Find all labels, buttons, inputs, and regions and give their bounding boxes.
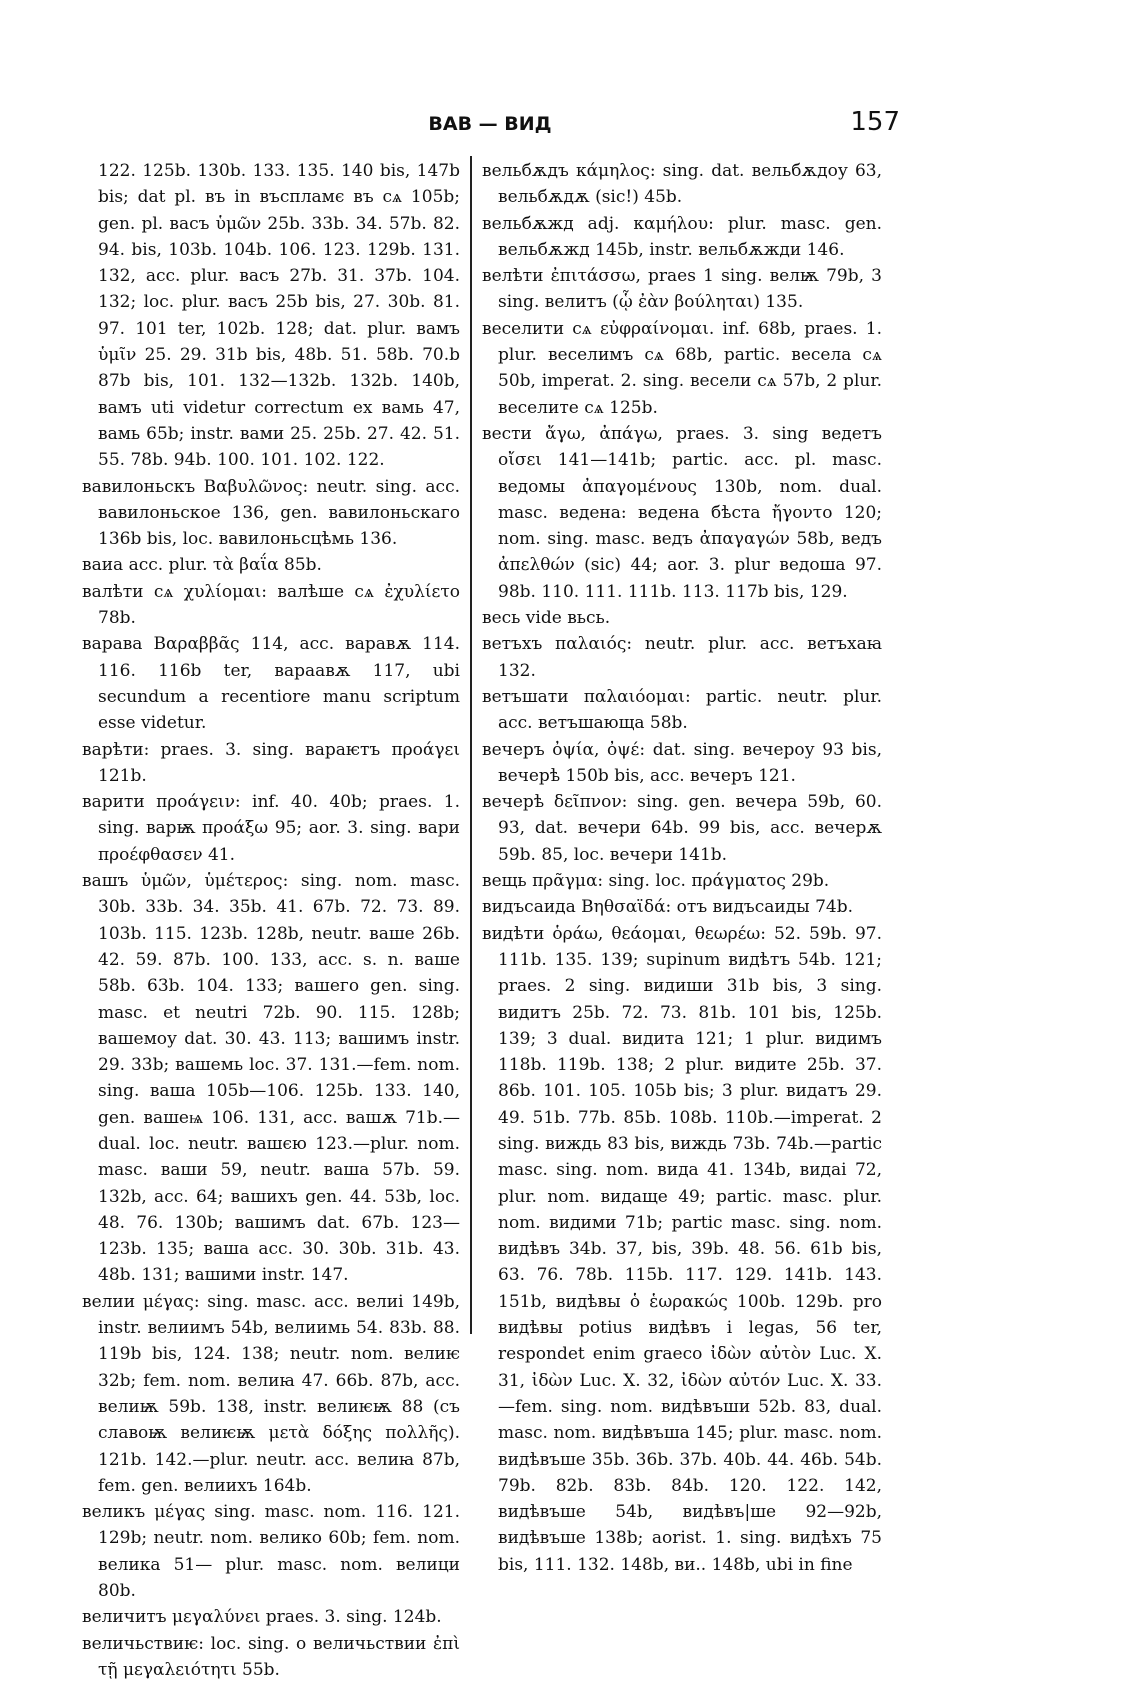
page-number: 157 [850, 107, 900, 137]
dictionary-entry: вечеръ ὀψία, ὀψέ: dat. sing. вечероу 93 bis, вечерѣ 150b bis, acc. вечеръ 121. [482, 739, 882, 786]
dictionary-entry: видѣти ὁράω, θεάομαι, θεωρέω: 52. 59b. 97. 111b. 135. 139; supinum видѣтъ 54b. 121; praes. 2 sing. видиши 31b bis, 3 sing. видитъ 25b. 72. 73. 81b. 101 bis, 125b. 139; 3 dual. видита 121; 1 plur. видимъ 118b. 119b. 138; 2 plur. видите 25b. 37. 86b. 101. 105. 105b bis; 3 plur. видатъ 29. 49. 51b. 77b. 85b. 108b. 110b.—imperat. 2 sing. виждь 83 bis, виждь 73b. 74b.—partic masc. sing. nom. вида 41. 134b, видаі 72, plur. nom. видаще 49; partic. masc. plur. nom. видими 71b; partic masc. sing. nom. видѣвъ 34b. 37, bis, 39b. 48. 56. 61b bis, 63. 76. 78b. 115b. 117. 129. 141b. 143. 151b, видѣвы ὁ ἑωρακώς 100b. 129b. pro видѣвы potius видѣвъ і legas, 56 ter, respondet enim graeco ἰδὼν αὐτὸν Luc. X. 31, ἰδὼν Luc. X. 32, ἰδὼν αὐτόν Luc. X. 33.—fem. sing. nom. видѣвъши 52b. 83, dual. masc. nom. видѣвъша 145; plur. masc. nom. видѣвъше 35b. 36b. 37b. 40b. 44. 46b. 54b. 79b. 82b. 83b. 84b. 120. 122. 142, видѣвъше 54b, видѣвъ|ше 92—92b, видѣвъше 138b; aorist. 1. sing. видѣхъ 75 bis, 111. 132. 148b, ви.. 148b, ubi in fine [482, 923, 882, 1575]
dictionary-entry: великъ μέγας sing. masc. nom. 116. 121. 129b; neutr. nom. велико 60b; fem. nom. велика 51— plur. masc. nom. велици 80b. [82, 1502, 460, 1602]
dictionary-entry: валѣти сѧ χυλίομαι: валѣше сѧ ἐχυλίετο 78b. [82, 581, 460, 629]
dictionary-entry: величитъ μεγαλύνει praes. 3. sing. 124b. [82, 1607, 442, 1628]
dictionary-entry: велѣти ἐπιτάσσω, praes 1 sing. велѭ 79b, 3 sing. велитъ (ᾧ ἐὰν βούληται) 135. [482, 266, 882, 313]
dictionary-entry: ветъшати παλαιόομαι: partic. neutr. plur. acc. ветъшающа 58b. [482, 686, 882, 734]
dictionary-entry: варити προάγειν: inf. 40. 40b; praes. 1. sing. варѭ προάξω 95; aor. 3. sing. вари προέφθασεν 41. [82, 792, 460, 865]
dictionary-entry: варава Βαραββᾶς 114, acc. варавѫ 114. 116. 116b ter, вараавѫ 117, ubi secundum а recentiore manu scriptum esse videtur. [82, 634, 460, 734]
dictionary-entry: 122. 125b. 130b. 133. 135. 140 bis, 147b bis; dat pl. въ in въспламє въ сѧ 105b; gen. pl. васъ ὑμῶν 25b. 33b. 34. 57b. 82. 94. bis, 103b. 104b. 106. 123. 129b. 131. 132, acc. plur. васъ 27b. 31. 37b. 104. 132; loc. plur. васъ 25b bis, 27. 30b. 81. 97. 101 ter, 102b. 128; dat. plur. вамъ ὑμῖν 25. 29. 31b bis, 48b. 51. 58b. 70.b 87b bis, 101. 132—132b. 132b. 140b, вамъ uti videtur correctum ex вамь 47, вамь 65b; instr. вами 25. 25b. 27. 42. 51. 55. 78b. 94b. 100. 101. 102. 122. [98, 161, 460, 471]
dictionary-entry: величьствиѥ: loc. sing. о величьствии ἐπὶ τῇ μεγαλειότητι 55b. [82, 1633, 460, 1680]
dictionary-entry: вельбѫдъ κάμηλος: sing. dat. вельбѫдоу 63, вельбѫдѫ (sic!) 45b. [482, 161, 882, 208]
dictionary-entry: вельбѫжд adj. καμήλου: plur. masc. gen. вельбѫжд 145b, instr. вельбѫжди 146. [482, 213, 882, 260]
right-column [482, 158, 882, 1578]
running-head-title: ВАВ — ВИД [428, 113, 552, 135]
dictionary-entry: вести ἄγω, ἀπάγω, praes. 3. sing ведетъ οἴσει 141—141b; partic. acc. pl. masc. ведомы ἀπαγομένους 130b, nom. dual. masc. ведена: ведена бѣста ἤγοντο 120; nom. sing. masc. ведъ ἀπαγαγών 58b, ведъ ἀπελθών (sic) 44; aor. 3. plur ведоша 97. 98b. 110. 111. 111b. 113. 117b bis, 129. [482, 423, 882, 602]
dictionary-entry: ветъхъ παλαιός: neutr. plur. acc. ветъхаꙗ 132. [482, 634, 882, 681]
dictionary-entry: весь vide вьсь. [482, 608, 611, 629]
dictionary-entry: ваиа acc. plur. τὰ βαΐα 85b. [82, 555, 322, 576]
dictionary-entry: видъсаида Βηθσαϊδά: отъ видъсаиды 74b. [482, 897, 854, 918]
dictionary-entry: велии μέγας: sing. masc. acc. велиі 149b, instr. велиимъ 54b, велиимь 54. 83b. 88. 119b bis, 124. 138; neutr. nom. велиѥ 32b; fem. nom. велиꙗ 47. 66b. 87b, acc. велиѭ 59b. 138, instr. велиѥѭ 88 (съ славоѭ велиѥѭ μετὰ δόξης πολλῆς). 121b. 142.—plur. neutr. acc. велиꙗ 87b, fem. gen. велиихъ 164b. [82, 1291, 460, 1496]
dictionary-entry: вашъ ὑμῶν, ὑμέτερος: sing. nom. masc. 30b. 33b. 34. 35b. 41. 67b. 72. 73. 89. 103b. 115. 123b. 128b, neutr. ваше 26b. 42. 59. 87b. 100. 133, acc. s. n. ваше 58b. 63b. 104. 133; вашего gen. sing. masc. et neutri 72b. 90. 115. 128b; вашемоу dat. 30. 43. 113; вашимъ instr. 29. 33b; вашемь loc. 37. 131.—fem. nom. sing. ваша 105b—106. 125b. 133. 140, gen. вашеѩ 106. 131, acc. вашѫ 71b.—dual. loc. neutr. вашєю 123.—plur. nom. masc. ваши 59, neutr. ваша 57b. 59. 132b, acc. 64; вашихъ gen. 44. 53b, loc. 48. 76. 130b; вашимъ dat. 67b. 123—123b. 135; ваша acc. 30. 30b. 31b. 43. 48b. 131; вашими instr. 147. [82, 871, 460, 1286]
left-column [82, 158, 460, 1683]
dictionary-entry: веселити сѧ εὐφραίνομαι. inf. 68b, praes. 1. plur. веселимъ сѧ 68b, partic. весела сѧ 50b, imperat. 2. sing. весели сѧ 57b, 2 plur. веселите сѧ 125b. [482, 318, 882, 418]
dictionary-entry: вавилоньскъ Βαβυλῶνος: neutr. sing. acc. вавилоньское 136, gen. вавилоньскаго 136b bis, loc. вавилоньсцѣмь 136. [82, 476, 460, 550]
dictionary-entry: варѣти: praes. 3. sing. вараѥтъ προάγει 121b. [82, 739, 460, 786]
column-divider [470, 156, 472, 1334]
dictionary-entry: вещь πρᾶγμα: sing. loc. πράγματος 29b. [482, 871, 830, 892]
running-head [80, 107, 900, 141]
dictionary-entry: вечерѣ δεῖπνον: sing. gen. вечера 59b, 60. 93, dat. вечери 64b. 99 bis, acc. вечерѫ 59b. 85, loc. вечери 141b. [482, 792, 882, 865]
